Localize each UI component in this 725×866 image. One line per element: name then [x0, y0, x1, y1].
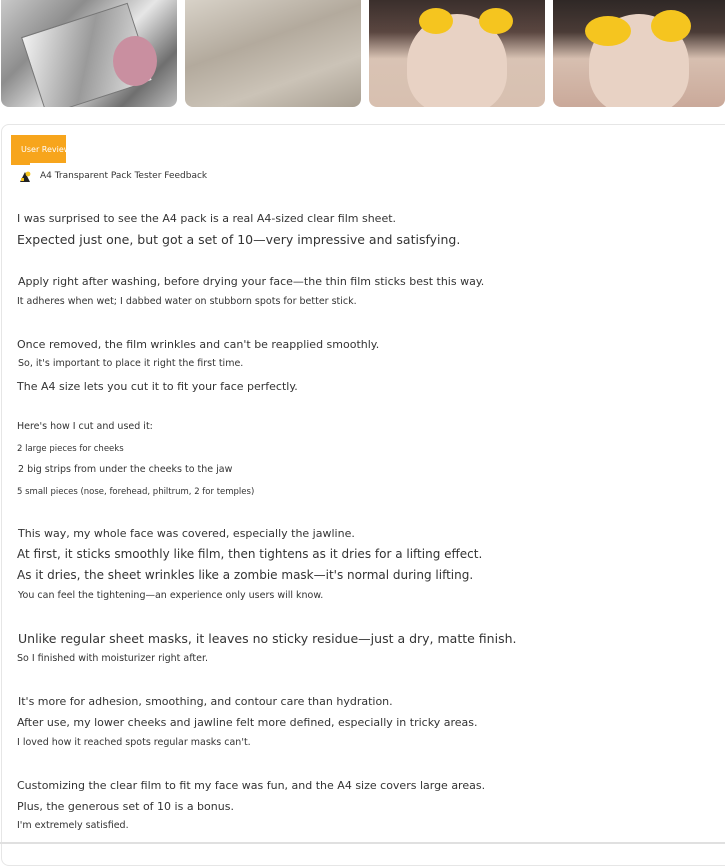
review-line: Apply right after washing, before drying your face—the thin film sticks best this way.	[18, 275, 485, 288]
reviewer-avatar-icon	[17, 169, 33, 185]
review-line: I was surprised to see the A4 pack is a real A4-sized clear film sheet.	[17, 212, 397, 225]
review-badge-label: User Review	[21, 145, 71, 154]
review-badge-tab	[11, 163, 30, 165]
review-line: It adheres when wet; I dabbed water on stubborn spots for better stick.	[17, 296, 357, 307]
review-line: I'm extremely satisfied.	[17, 820, 129, 831]
review-line: So I finished with moisturizer right after.	[17, 653, 209, 664]
review-line: 2 big strips from under the cheeks to the jaw	[18, 464, 233, 475]
review-line: Customizing the clear film to fit my face was fun, and the A4 size covers large areas.	[17, 779, 486, 792]
review-line: Once removed, the film wrinkles and can't be reapplied smoothly.	[17, 338, 380, 351]
gallery-image-face-1[interactable]	[369, 0, 545, 107]
gallery-image-clear-film[interactable]	[185, 0, 361, 107]
gallery-image-foil-pack[interactable]	[1, 0, 177, 107]
review-line: Unlike regular sheet masks, it leaves no sticky residue—just a dry, matte finish.	[18, 631, 517, 646]
review-line: Plus, the generous set of 10 is a bonus.	[17, 800, 234, 813]
eye-blur-blob	[419, 8, 453, 34]
review-line: It's more for adhesion, smoothing, and contour care than hydration.	[18, 695, 393, 708]
reviewer-name: A4 Transparent Pack Tester Feedback	[40, 171, 208, 181]
gallery-image-face-2[interactable]	[553, 0, 725, 107]
review-line: The A4 size lets you cut it to fit your face perfectly.	[17, 380, 298, 393]
review-line: So, it's important to place it right the first time.	[18, 358, 244, 369]
eye-blur-blob	[585, 16, 631, 46]
review-line: You can feel the tightening—an experience only users will know.	[18, 590, 324, 601]
review-line: 5 small pieces (nose, forehead, philtrum, 2 for temples)	[17, 487, 255, 497]
review-line: Here's how I cut and used it:	[17, 421, 153, 432]
review-line: After use, my lower cheeks and jawline felt more defined, especially in tricky areas.	[17, 716, 478, 729]
image-gallery	[0, 0, 725, 108]
eye-blur-blob	[651, 10, 691, 42]
review-line: At first, it sticks smoothly like film, then tightens as it dries for a lifting effect.	[17, 547, 483, 561]
review-line: I loved how it reached spots regular masks can't.	[17, 737, 251, 748]
review-line: 2 large pieces for cheeks	[17, 444, 124, 454]
review-line: This way, my whole face was covered, especially the jawline.	[18, 527, 355, 540]
review-line: As it dries, the sheet wrinkles like a zombie mask—it's normal during lifting.	[17, 568, 474, 582]
pack-face-graphic	[113, 36, 157, 86]
review-line: Expected just one, but got a set of 10—very impressive and satisfying.	[17, 232, 461, 247]
eye-blur-blob	[479, 8, 513, 34]
